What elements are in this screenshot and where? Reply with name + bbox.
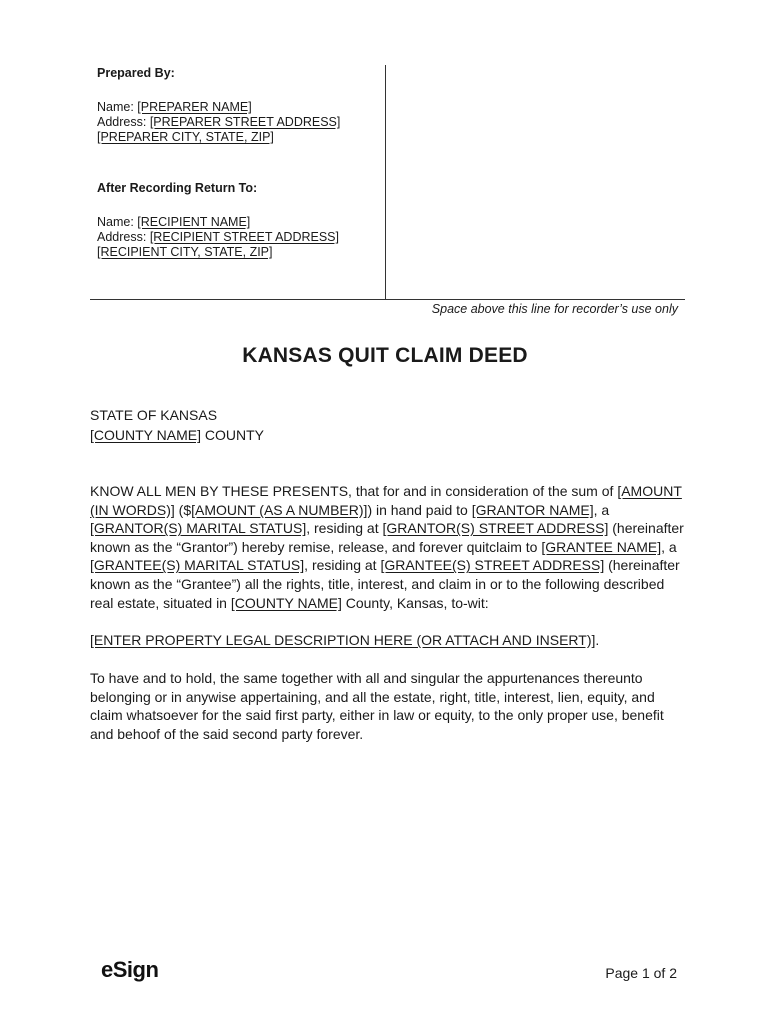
legal-description-paragraph: [90, 631, 685, 650]
recipient-info: [97, 215, 339, 260]
return-to-label: After Recording Return To:: [97, 181, 258, 195]
preparer-name-line: [97, 100, 340, 115]
text-segment: , a: [593, 501, 610, 518]
text-segment: (hereinafter known as the “Grantee”) all the rights, title, interest, and claim in or to the following described real estate, situated in: [90, 557, 680, 611]
recipient-name-line: [97, 215, 339, 230]
recorder-use-note: Space above this line for recorder’s use only: [431, 302, 678, 316]
text-segment: , residing at: [304, 557, 381, 574]
recipient-address-field[interactable]: [RECIPIENT STREET ADDRESS]: [149, 230, 339, 244]
legal-description-field[interactable]: [ENTER PROPERTY LEGAL DESCRIPTION HERE (OR ATTACH AND INSERT)]: [90, 632, 596, 648]
preparer-info: [97, 100, 340, 145]
recipient-name-field[interactable]: [RECIPIENT NAME]: [137, 215, 251, 229]
recipient-address-label: Address:: [97, 230, 150, 244]
habendum-paragraph: To have and to hold, the same together with all and singular the appurtenances thereunto belonging or in anywise appertaining, and all the estate, right, title, interest, lien, equity, and claim whatsoever for the said first party, either in law or equity, to the only proper use, benefit and behoof of the said second party forever.: [90, 670, 664, 742]
amount-number-field[interactable]: [AMOUNT (AS A NUMBER)]: [191, 501, 368, 518]
venue-block: [90, 406, 264, 445]
text-segment: ($: [174, 501, 192, 518]
page-number: Page 1 of 2: [605, 965, 677, 981]
county-name-field[interactable]: [COUNTY NAME]: [90, 426, 201, 443]
text-segment: County, Kansas, to-wit:: [341, 594, 489, 611]
recipient-name-label: Name:: [97, 215, 138, 229]
preparer-address-field[interactable]: [PREPARER STREET ADDRESS]: [149, 115, 341, 129]
amount-words-field[interactable]: [AMOUNT (IN WORDS)]: [90, 483, 682, 518]
text-segment: KNOW ALL MEN BY THESE PRESENTS, that for and in consideration of the sum of: [90, 483, 618, 499]
text-segment: ) in hand paid to: [367, 501, 472, 518]
recipient-city-field[interactable]: [RECIPIENT CITY, STATE, ZIP]: [97, 245, 273, 259]
grantor-address-field[interactable]: [GRANTOR(S) STREET ADDRESS]: [382, 520, 609, 537]
property-county-field[interactable]: [COUNTY NAME]: [230, 594, 342, 611]
text-segment: (hereinafter known as the “Grantor”) hereby remise, release, and forever quitclaim to: [90, 520, 684, 555]
county-line: [90, 426, 264, 446]
preparer-city-line: [97, 130, 340, 145]
prepared-by-label: Prepared By:: [97, 66, 175, 80]
conveyance-paragraph: [90, 482, 685, 612]
recipient-city-line: [97, 245, 339, 260]
text-segment: , residing at: [306, 520, 383, 537]
document-title: KANSAS QUIT CLAIM DEED: [242, 344, 528, 367]
state-line: STATE OF KANSAS: [90, 407, 218, 423]
text-segment: , a: [661, 538, 677, 555]
grantee-marital-status-field[interactable]: [GRANTEE(S) MARITAL STATUS]: [90, 557, 305, 574]
preparer-address-label: Address:: [97, 115, 150, 129]
grantee-address-field[interactable]: [GRANTEE(S) STREET ADDRESS]: [380, 557, 605, 574]
preparer-name-field[interactable]: [PREPARER NAME]: [137, 100, 252, 114]
preparer-city-field[interactable]: [PREPARER CITY, STATE, ZIP]: [97, 130, 274, 144]
esign-logo: eSign: [101, 957, 159, 982]
grantor-marital-status-field[interactable]: [GRANTOR(S) MARITAL STATUS]: [90, 520, 307, 537]
recipient-address-line: [97, 230, 339, 245]
recorder-divider-line: [90, 299, 685, 300]
county-suffix: COUNTY: [200, 426, 264, 443]
grantee-name-field[interactable]: [GRANTEE NAME]: [541, 538, 662, 555]
preparer-address-line: [97, 115, 340, 130]
preparer-name-label: Name:: [97, 100, 138, 114]
grantor-name-field[interactable]: [GRANTOR NAME]: [471, 501, 594, 518]
text-segment: .: [595, 632, 600, 648]
